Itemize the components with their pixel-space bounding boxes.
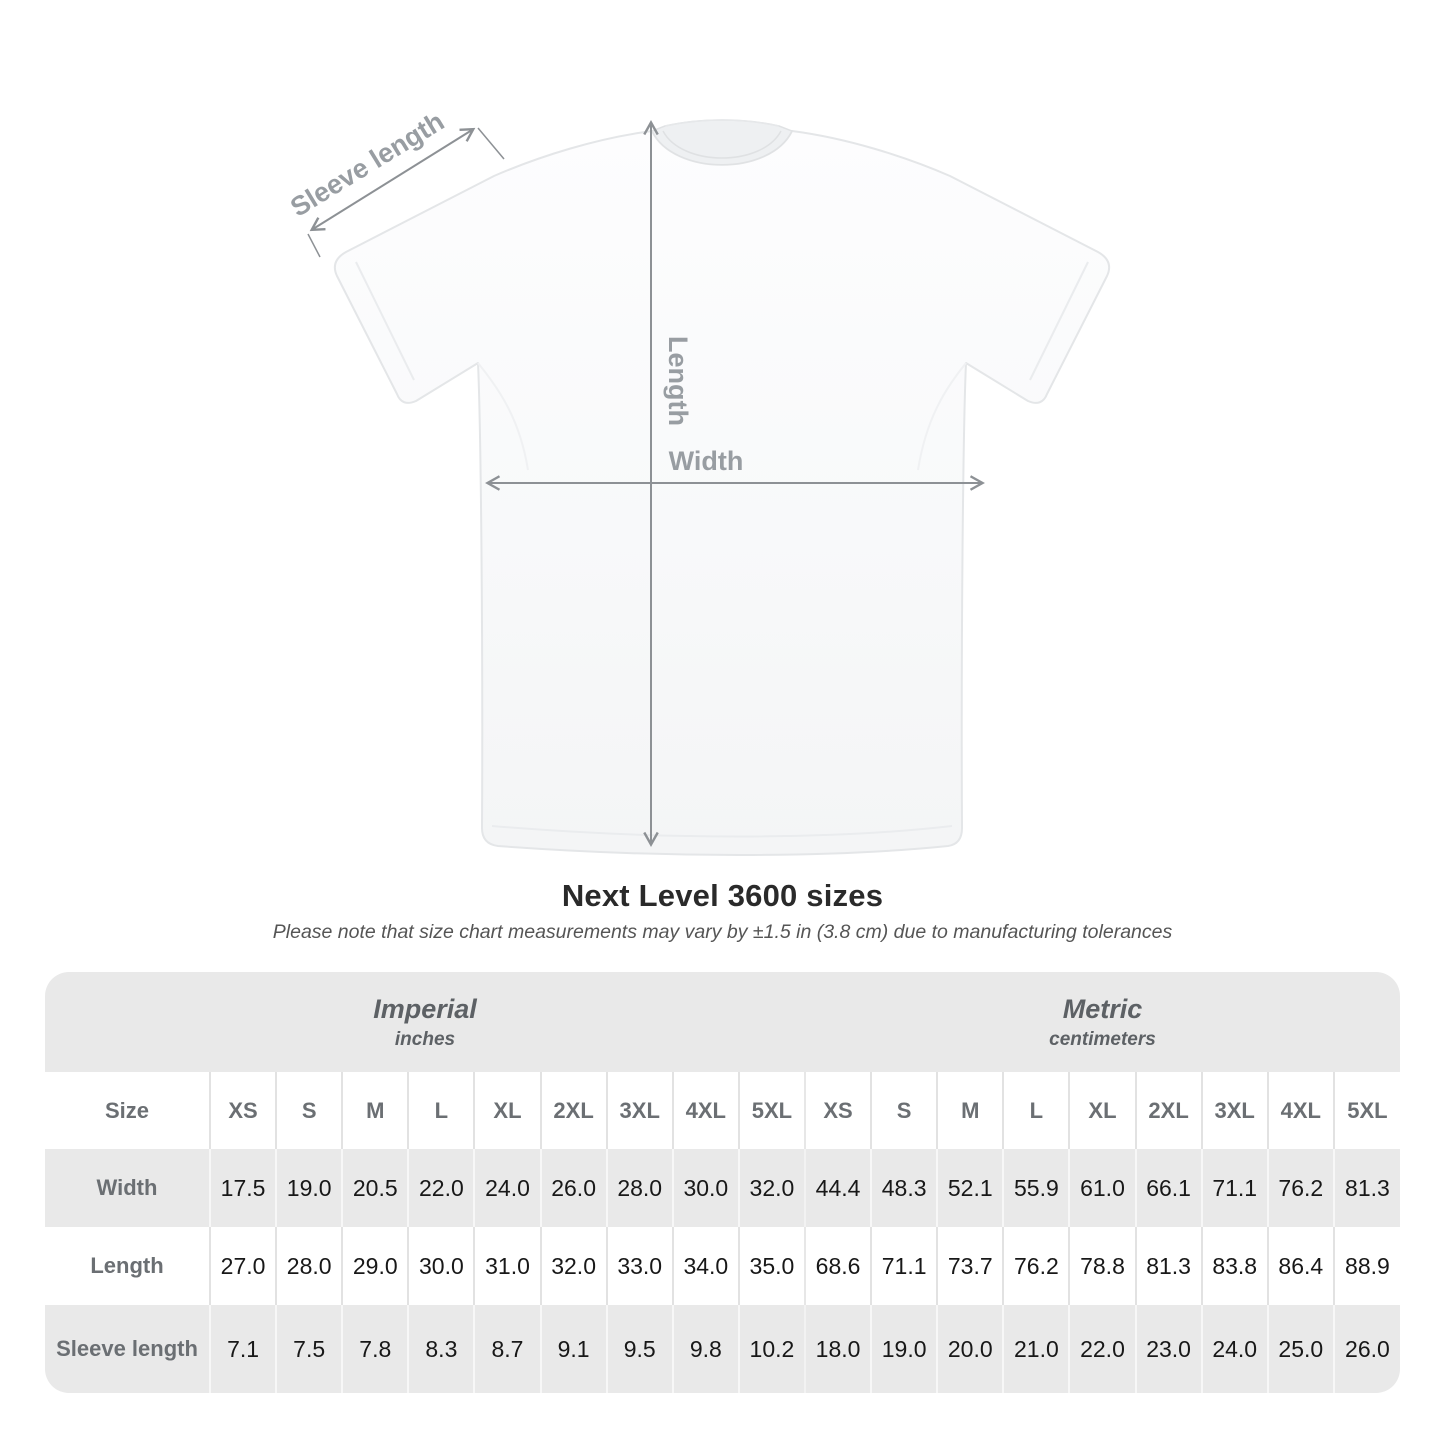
value-cell: 25.0 bbox=[1268, 1305, 1334, 1393]
size-column-header: Size bbox=[104, 1097, 150, 1123]
size-header-cell: 4XL bbox=[673, 1072, 739, 1149]
size-header-cell: 5XL bbox=[739, 1072, 805, 1149]
value-cell: 29.0 bbox=[342, 1227, 408, 1305]
size-header-cell: S bbox=[871, 1072, 937, 1149]
group-imperial-header bbox=[45, 972, 805, 1072]
value-cell: 9.1 bbox=[541, 1305, 607, 1393]
value-cell: 7.8 bbox=[342, 1305, 408, 1393]
value-cell: 33.0 bbox=[607, 1227, 673, 1305]
measurement-row bbox=[45, 1305, 1400, 1393]
size-header-cell: L bbox=[1003, 1072, 1069, 1149]
tshirt-graphic bbox=[335, 120, 1109, 855]
group-metric-header bbox=[805, 972, 1400, 1072]
group-imperial-unit: inches bbox=[394, 1029, 456, 1051]
value-cell: 71.1 bbox=[871, 1227, 937, 1305]
measurement-row bbox=[45, 1149, 1400, 1227]
value-cell: 20.0 bbox=[937, 1305, 1003, 1393]
value-cell: 7.5 bbox=[276, 1305, 342, 1393]
value-cell: 55.9 bbox=[1003, 1149, 1069, 1227]
sleeve-length-label: Sleeve length bbox=[285, 106, 450, 223]
width-label: Width bbox=[668, 446, 744, 476]
size-header-cell: XS bbox=[210, 1072, 276, 1149]
value-cell: 19.0 bbox=[871, 1305, 937, 1393]
value-cell: 76.2 bbox=[1268, 1149, 1334, 1227]
group-imperial-name: Imperial bbox=[373, 993, 477, 1024]
value-cell: 68.6 bbox=[805, 1227, 871, 1305]
value-cell: 44.4 bbox=[805, 1149, 871, 1227]
value-cell: 26.0 bbox=[541, 1149, 607, 1227]
value-cell: 28.0 bbox=[607, 1149, 673, 1227]
unit-group-row bbox=[45, 972, 1400, 1072]
value-cell: 71.1 bbox=[1202, 1149, 1268, 1227]
size-header-cell: 2XL bbox=[1136, 1072, 1202, 1149]
size-header-row bbox=[45, 1072, 1400, 1149]
size-chart-table bbox=[45, 972, 1400, 1393]
page-title: Next Level 3600 sizes bbox=[561, 878, 884, 913]
value-cell: 10.2 bbox=[739, 1305, 805, 1393]
value-cell: 23.0 bbox=[1136, 1305, 1202, 1393]
value-cell: 81.3 bbox=[1334, 1149, 1400, 1227]
value-cell: 8.7 bbox=[474, 1305, 540, 1393]
measurement-row bbox=[45, 1227, 1400, 1305]
size-header-cell: XS bbox=[805, 1072, 871, 1149]
value-cell: 32.0 bbox=[541, 1227, 607, 1305]
row-label: Width bbox=[96, 1175, 158, 1200]
value-cell: 88.9 bbox=[1334, 1227, 1400, 1305]
value-cell: 7.1 bbox=[210, 1305, 276, 1393]
value-cell: 24.0 bbox=[1202, 1305, 1268, 1393]
group-metric-name: Metric bbox=[1062, 993, 1143, 1024]
value-cell: 48.3 bbox=[871, 1149, 937, 1227]
size-header-cell: L bbox=[408, 1072, 474, 1149]
value-cell: 17.5 bbox=[210, 1149, 276, 1227]
value-cell: 22.0 bbox=[1069, 1305, 1135, 1393]
value-cell: 30.0 bbox=[408, 1227, 474, 1305]
size-header-cell: 3XL bbox=[1202, 1072, 1268, 1149]
value-cell: 73.7 bbox=[937, 1227, 1003, 1305]
row-label: Sleeve length bbox=[56, 1336, 198, 1361]
sleeve-arrow-tick-top bbox=[478, 128, 504, 159]
size-header-cell: XL bbox=[474, 1072, 540, 1149]
size-header-cell: 5XL bbox=[1334, 1072, 1400, 1149]
group-metric-unit: centimeters bbox=[1049, 1029, 1156, 1051]
value-cell: 18.0 bbox=[805, 1305, 871, 1393]
value-cell: 61.0 bbox=[1069, 1149, 1135, 1227]
size-header-cell: 4XL bbox=[1268, 1072, 1334, 1149]
size-header-cell: M bbox=[937, 1072, 1003, 1149]
value-cell: 28.0 bbox=[276, 1227, 342, 1305]
value-cell: 35.0 bbox=[739, 1227, 805, 1305]
size-header-cell: S bbox=[276, 1072, 342, 1149]
value-cell: 26.0 bbox=[1334, 1305, 1400, 1393]
row-label: Length bbox=[90, 1253, 164, 1278]
value-cell: 27.0 bbox=[210, 1227, 276, 1305]
value-cell: 30.0 bbox=[673, 1149, 739, 1227]
size-header-cell: XL bbox=[1069, 1072, 1135, 1149]
size-table-body bbox=[45, 1072, 1400, 1393]
value-cell: 21.0 bbox=[1003, 1305, 1069, 1393]
value-cell: 20.5 bbox=[342, 1149, 408, 1227]
value-cell: 78.8 bbox=[1069, 1227, 1135, 1305]
value-cell: 66.1 bbox=[1136, 1149, 1202, 1227]
size-header-cell: 3XL bbox=[607, 1072, 673, 1149]
value-cell: 83.8 bbox=[1202, 1227, 1268, 1305]
length-label: Length bbox=[663, 336, 693, 426]
value-cell: 52.1 bbox=[937, 1149, 1003, 1227]
value-cell: 22.0 bbox=[408, 1149, 474, 1227]
value-cell: 9.8 bbox=[673, 1305, 739, 1393]
value-cell: 24.0 bbox=[474, 1149, 540, 1227]
value-cell: 76.2 bbox=[1003, 1227, 1069, 1305]
value-cell: 19.0 bbox=[276, 1149, 342, 1227]
size-header-cell: 2XL bbox=[541, 1072, 607, 1149]
value-cell: 34.0 bbox=[673, 1227, 739, 1305]
value-cell: 8.3 bbox=[408, 1305, 474, 1393]
value-cell: 32.0 bbox=[739, 1149, 805, 1227]
sleeve-arrow-tick-bottom bbox=[308, 234, 320, 257]
value-cell: 86.4 bbox=[1268, 1227, 1334, 1305]
page-subtitle: Please note that size chart measurements may vary by ±1.5 in (3.8 cm) due to manufacturing tolerances bbox=[272, 921, 1173, 943]
value-cell: 81.3 bbox=[1136, 1227, 1202, 1305]
value-cell: 31.0 bbox=[474, 1227, 540, 1305]
size-header-cell: M bbox=[342, 1072, 408, 1149]
value-cell: 9.5 bbox=[607, 1305, 673, 1393]
